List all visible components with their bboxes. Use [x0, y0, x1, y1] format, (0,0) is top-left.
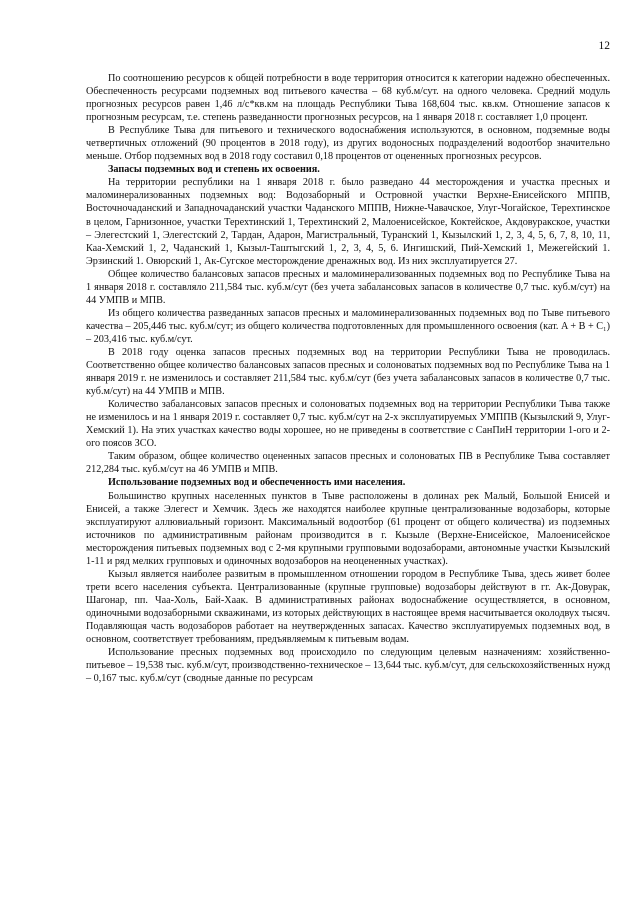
- paragraph-kyzyl: Кызыл является наиболее развитым в промышленном отношении городом в Республике Тыва, здесь живет более трети всего населения субъекта. Централизованные (крупные групповые) водозаборы действуют в гг. Ак-Довурак, Шагонар, пп. Чаа-Холь, Бай-Хаак. В административных районах водоснабжение осуществляется, в основном, одиночными водозаборными скважинами, из которых действующих в настоящее время насчитывается околодвух тысяч. Подавляющая часть водозаборов работает на неутвержденных запасах. Качество эксплуатируемых подземных вод, в основном, соответствует требованиям, предъявляемым к питьевым водам.: [86, 568, 610, 646]
- paragraph-resource-ratio: По соотношению ресурсов к общей потребности в воде территория относится к категории надежно обеспеченных. Обеспеченность ресурсами подземных вод питьевого качества – 68 куб.м/сут. на одного человека. Средний модуль прогнозных ресурсов равен 1,46 л/с*кв.км на площадь Республики Тыва 168,604 тыс. кв.км. Отношение запасов к прогнозным ресурсам, т.е. степень разведанности прогнозных ресурсов, на 1 января 2018 г. составляет 1,0 процент.: [86, 73, 610, 124]
- paragraph-water-supply-sources: В Республике Тыва для питьевого и технического водоснабжения используются, в основном, подземные воды четвертичных отложений (90 процентов в 2018 году), из других водоносных подразделений водоотбор значительно меньше. Отбор подземных вод в 2018 году составил 0,18 процентов от оцененных прогнозных ресурсов.: [86, 125, 610, 163]
- paragraph-total-reserves: Таким образом, общее количество оцененных запасов пресных и солоноватых ПВ в Республике Тыва составляет 212,284 тыс. куб.м/сут на 46 УМПВ и МПВ.: [86, 451, 610, 476]
- paragraph-usage-purposes: Использование пресных подземных вод происходило по следующим целевым назначениям: хозяйственно-питьевое – 19,538 тыс. куб.м/сут, производственно-техническое – 13,644 тыс. куб.м/сут, для сельскохозяйственных нужд – 0,167 тыс. куб.м/сут (сводные данные по ресурсам: [86, 647, 610, 685]
- paragraph-off-balance-reserves: Количество забалансовых запасов пресных и солоноватых подземных вод на территории Республики Тыва также не изменилось и на 1 января 2019 г. составляет 0,7 тыс. куб.м/сут на 2-х эксплуатируемых УМППВ (Кызылский 9, Улуг-Хемский 1). На этих участках качество воды хорошее, но не приведены в соответствие с СанПиН территории 1-ого и 2-ого поясов ЗСО.: [86, 399, 610, 450]
- paragraph-drinking-quality-reserves: Из общего количества разведанных запасов пресных и маломинерализованных подземных вод по Тыве питьевого качества – 205,446 тыс. куб.м/сут; из общего количества подготовленных для промышленного освоения (кат. A + B + C₁) – 203,416 тыс. куб.м/сут.: [86, 307, 610, 345]
- paragraph-reserves-2019: В 2018 году оценка запасов пресных подземных вод на территории Республики Тыва не проводилась. Соответственно общее количество балансовых запасов пресных и солоноватых подземных вод по Республике Тыва на 1 января 2019 г. не изменилось и составляет 211,584 тыс. куб.м/сут (без учета забалансовых запасов в количестве 0,7 тыс. куб.м/сут) на 44 УМПВ и МПВ.: [86, 346, 610, 398]
- paragraph-explored-deposits: На территории республики на 1 января 2018 г. было разведано 44 месторождения и участка пресных и маломинерализованных подземных вод: Водозаборный и Островной участки Верхне-Енисейского МППВ, Восточночаданский и Западночаданский участки Чаданского МППВ, Нижне-Чавачское, Улуг-Чогайское, Терехтинское в целом, Гарнизонное, участки Терехтинский 1, Терехтинский 2, Малоенисейское, Коктейское, Акдовуракское, участки – Элегестский 1, Элегестский 2, Тардан, Адарон, Магистральный, Туранский 1, Кызылский 1, 2, 3, 4, 5, 6, 7, 8, 10, 11, Каа-Хемский 1, 2, Чаданский 1, Кызыл-Таштыгский 1, 2, 3, 4, 5, 6. Ингишский, Пий-Хемский 1, Межегейский 1. Эрзинский 1. Овюрский 1, Ак-Сугское месторождение дренажных вод. Из них эксплуатируется 27.: [86, 177, 610, 267]
- paragraph-settlements: Большинство крупных населенных пунктов в Тыве расположены в долинах рек Малый, Большой Енисей и Енисей, а также Элегест и Хемчик. Здесь же находятся наиболее крупные централизованные водозаборы, которые эксплуатируют аллювиальный горизонт. Максимальный водоотбор (61 процент от общего количества) из подземных источников по административным районам производится в г. Кызыле (Верхне-Енисейское, Малоенисейское месторождения питьевых подземных вод с 2-мя крупными групповыми водозаборами, автономные участки Кызылский 1-11 и ряд мелких групповых и одиночных водозаборов на неоцененных участках).: [86, 490, 610, 567]
- document-body: [86, 72, 610, 685]
- page-number: 12: [598, 40, 610, 52]
- section-heading-usage: Использование подземных вод и обеспеченность ими населения.: [108, 477, 406, 489]
- paragraph-balance-reserves-2018: Общее количество балансовых запасов пресных и маломинерализованных подземных вод по Республике Тыва на 1 января 2018 г. составляло 211,584 тыс. куб.м/сут (без учета забалансовых запасов в количестве 0,7 тыс. куб.м/сут) на 44 УМПВ и МПВ.: [86, 268, 610, 306]
- section-heading-reserves: Запасы подземных вод и степень их освоения.: [108, 164, 320, 176]
